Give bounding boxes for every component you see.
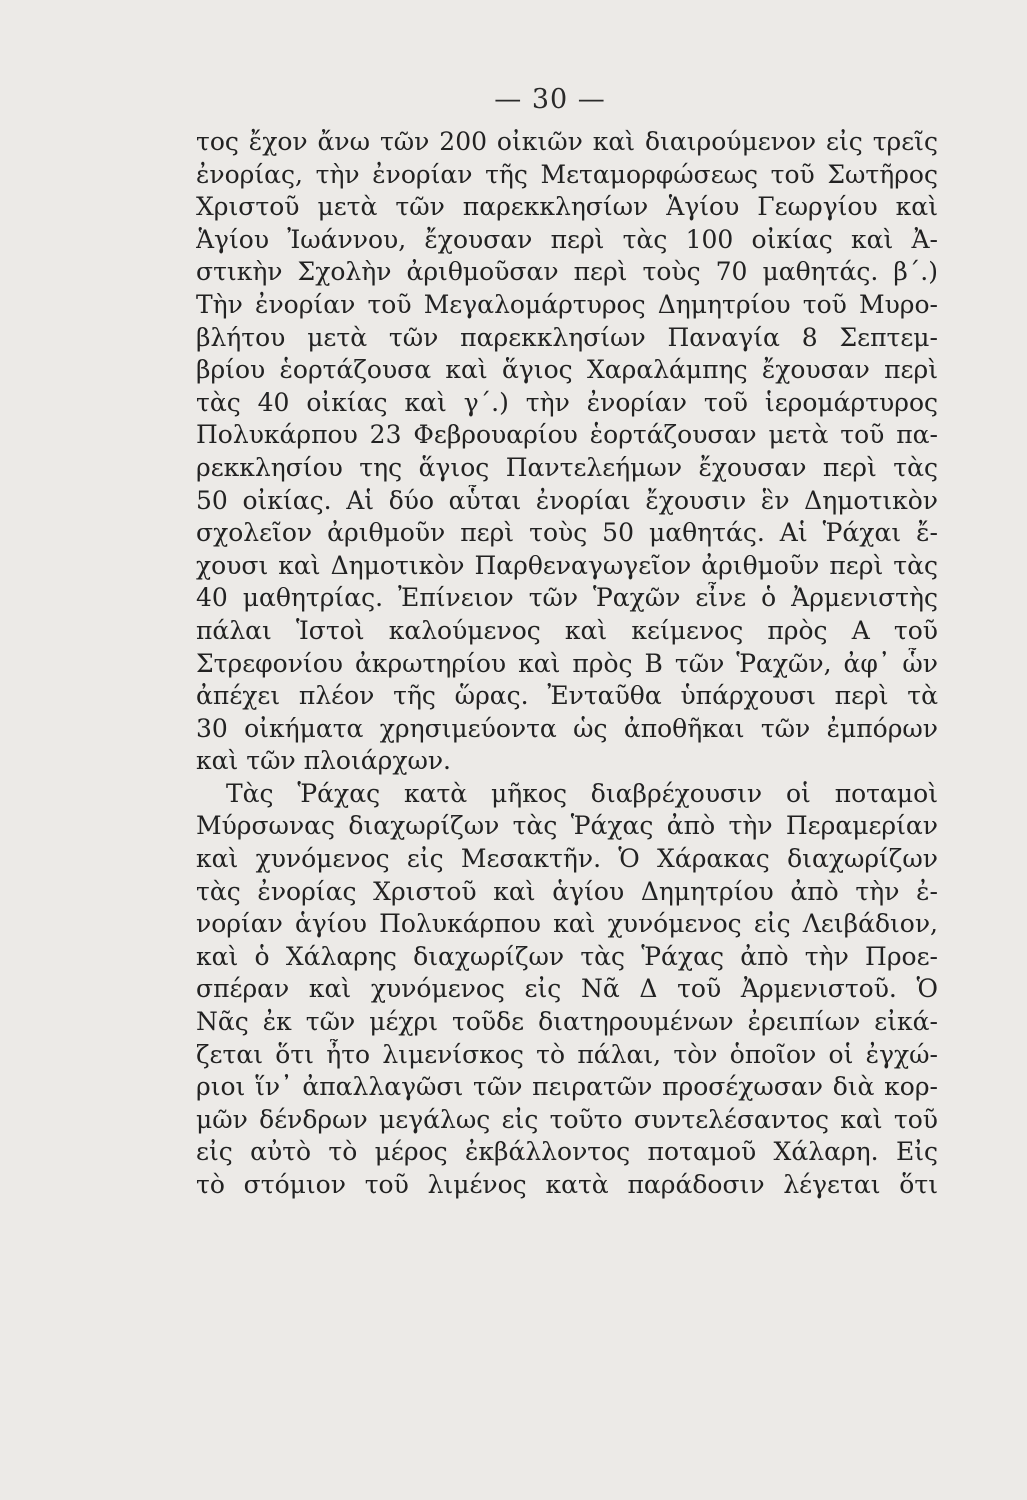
text-line: Χριστοῦ μετὰ τῶν παρεκκλησίων Ἁγίου Γεωργίου καὶ (196, 192, 938, 222)
text-line: τὸ στόμιον τοῦ λιμένος κατὰ παράδοσιν λέγεται ὅτι (196, 1170, 938, 1199)
text-line: τὰς 40 οἰκίας καὶ γ΄.) τὴν ἐνορίαν τοῦ ἱερομάρτυρος (196, 387, 938, 417)
text-line: βλήτου μετὰ τῶν παρεκκλησίων Παναγία 8 Σεπτεμ- (196, 322, 938, 352)
text-line: 30 οἰκήματα χρησιμεύοντα ὡς ἀποθῆκαι τῶν ἐμπόρων (196, 713, 938, 743)
text-line: σχολεῖον ἀριθμοῦν περὶ τοὺς 50 μαθητάς. Αἱ Ῥάχαι ἔ- (196, 518, 938, 548)
text-line: ριοι ἵν᾽ ἀπαλλαγῶσι τῶν πειρατῶν προσέχωσαν διὰ κορ- (196, 1072, 938, 1102)
text-line: Ἁγίου Ἰωάννου, ἔχουσαν περὶ τὰς 100 οἰκίας καὶ Ἀ- (196, 224, 938, 254)
text-line-paragraph-end: καὶ τῶν πλοιάρχων. (196, 746, 452, 776)
text-line: 50 οἰκίας. Αἱ δύο αὗται ἐνορίαι ἔχουσιν ἓν Δημοτικὸν (196, 485, 938, 515)
text-line-paragraph-start: Τὰς Ῥάχας κατὰ μῆκος διαβρέχουσιν οἱ ποταμοὶ (226, 778, 938, 808)
text-line: 40 μαθητρίας. Ἐπίνειον τῶν Ῥαχῶν εἶνε ὁ Ἀρμενιστὴς (196, 583, 938, 613)
page-number: — 30 — (494, 84, 606, 115)
text-line: ρεκκλησίου της ἅγιος Παντελεήμων ἔχουσαν περὶ τὰς (196, 452, 938, 482)
text-line: μῶν δένδρων μεγάλως εἰς τοῦτο συντελέσαντος καὶ τοῦ (196, 1104, 938, 1134)
text-line: τὰς ἐνορίας Χριστοῦ καὶ ἁγίου Δημητρίου ἀπὸ τὴν ἐ- (196, 876, 938, 906)
text-line: χουσι καὶ Δημοτικὸν Παρθεναγωγεῖον ἀριθμοῦν περὶ τὰς (196, 550, 938, 580)
text-line: τος ἔχον ἄνω τῶν 200 οἰκιῶν καὶ διαιρούμενον εἰς τρεῖς (196, 127, 938, 156)
text-line: στικὴν Σχολὴν ἀριθμοῦσαν περὶ τοὺς 70 μαθητάς. β΄.) (196, 257, 938, 287)
text-line: ἀπέχει πλέον τῆς ὥρας. Ἐνταῦθα ὑπάρχουσι περὶ τὰ (196, 681, 938, 711)
text-line: Τὴν ἐνορίαν τοῦ Μεγαλομάρτυρος Δημητρίου τοῦ Μυρο- (196, 289, 938, 319)
text-line: καὶ χυνόμενος εἰς Μεσακτῆν. Ὁ Χάρακας διαχωρίζων (196, 844, 938, 874)
text-line: νορίαν ἁγίου Πολυκάρπου καὶ χυνόμενος εἰς Λειβάδιον, (196, 909, 938, 939)
text-line: ἐνορίας, τὴν ἐνορίαν τῆς Μεταμορφώσεως τοῦ Σωτῆρος (196, 159, 938, 189)
text-line: σπέραν καὶ χυνόμενος εἰς Νᾶ Δ τοῦ Ἀρμενιστοῦ. Ὁ (196, 974, 938, 1004)
body-text (196, 126, 938, 1202)
text-line: βρίου ἑορτάζουσα καὶ ἅγιος Χαραλάμπης ἔχουσαν περὶ (196, 355, 938, 385)
text-line: εἰς αὐτὸ τὸ μέρος ἐκβάλλοντος ποταμοῦ Χάλαρη. Εἰς (196, 1137, 938, 1167)
text-line: Νᾶς ἐκ τῶν μέχρι τοῦδε διατηρουμένων ἐρειπίων εἰκά- (196, 1007, 938, 1037)
text-line: καὶ ὁ Χάλαρης διαχωρίζων τὰς Ῥάχας ἀπὸ τὴν Προε- (196, 941, 938, 971)
text-line: πάλαι Ἱστοὶ καλούμενος καὶ κείμενος πρὸς Α τοῦ (196, 615, 938, 645)
text-line: Μύρσωνας διαχωρίζων τὰς Ῥάχας ἀπὸ τὴν Περαμερίαν (196, 811, 938, 841)
text-line: Στρεφονίου ἀκρωτηρίου καὶ πρὸς Β τῶν Ῥαχῶν, ἀφ᾽ ὧν (196, 648, 938, 678)
text-line: ζεται ὅτι ἦτο λιμενίσκος τὸ πάλαι, τὸν ὁποῖον οἱ ἐγχώ- (196, 1039, 938, 1069)
text-line: Πολυκάρπου 23 Φεβρουαρίου ἑορτάζουσαν μετὰ τοῦ πα- (196, 420, 938, 450)
